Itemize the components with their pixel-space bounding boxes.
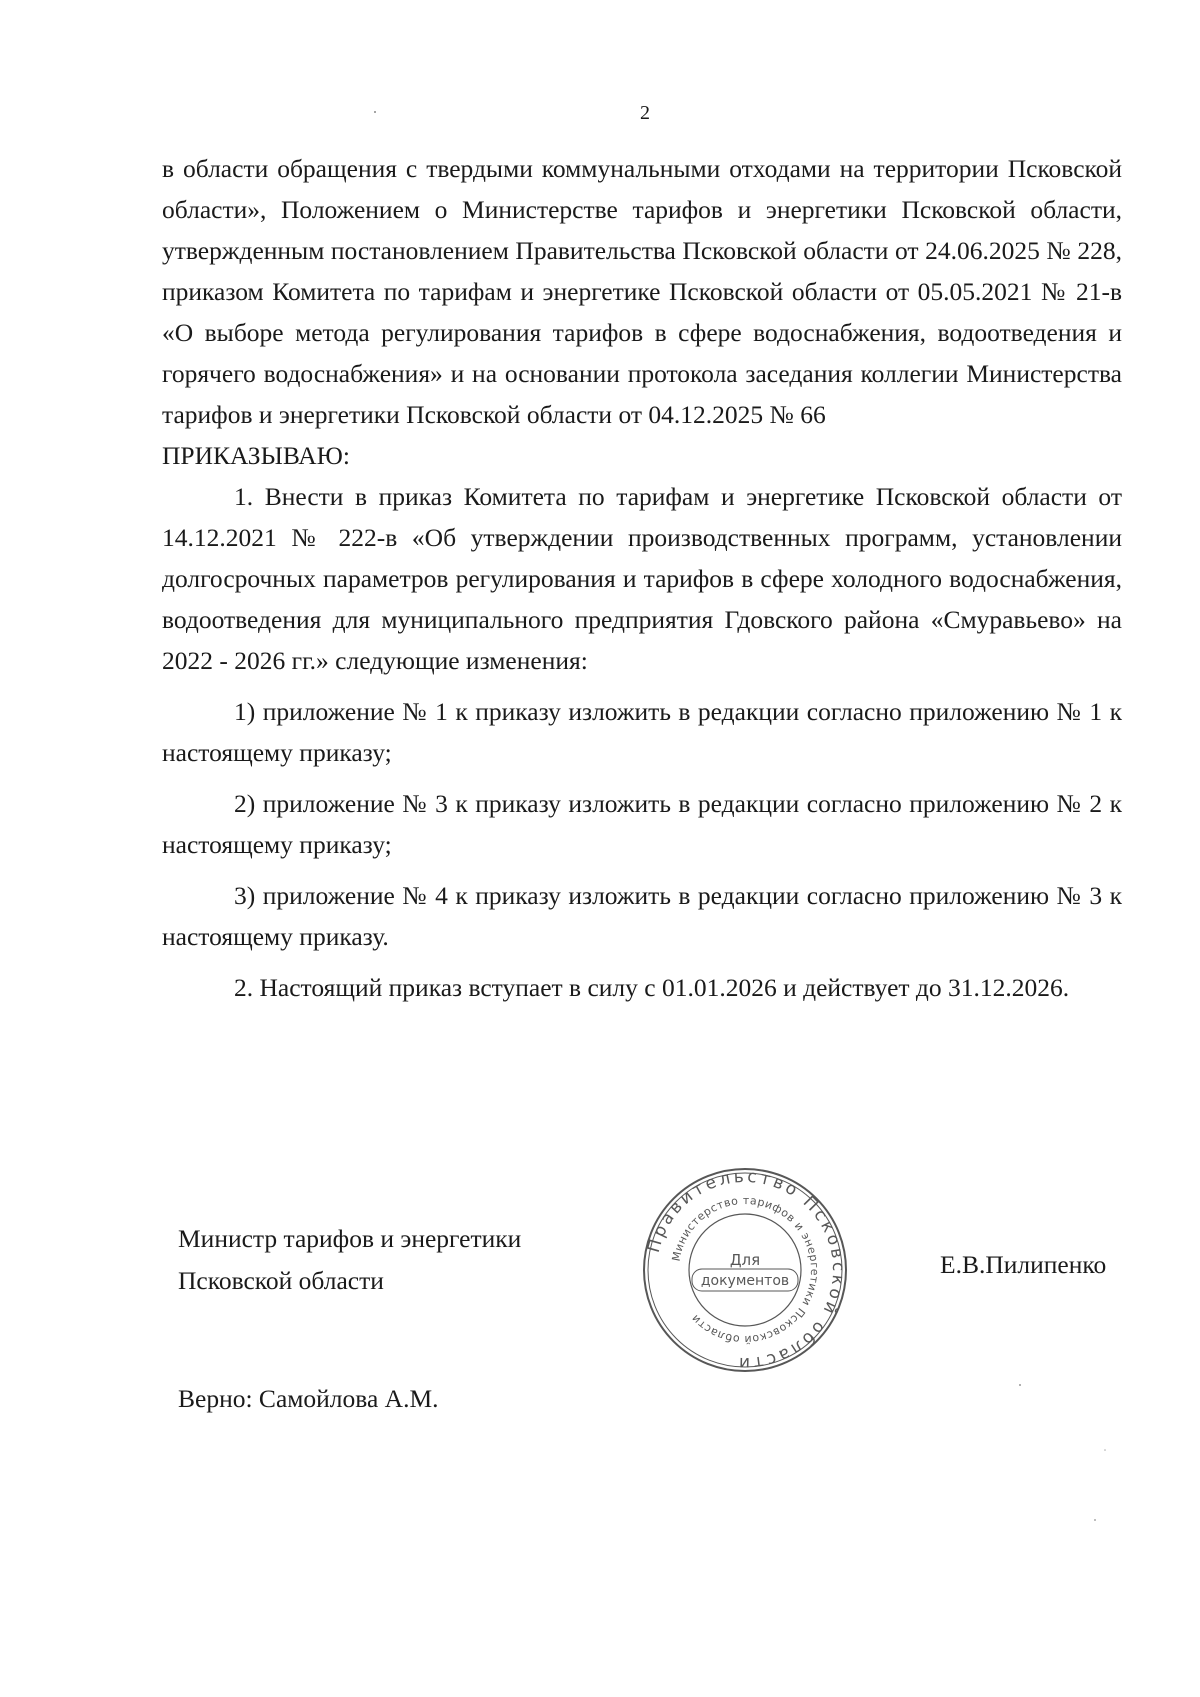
paragraph-item-2: 2. Настоящий приказ вступает в силу с 01.01.2026 и действует до 31.12.2026. [234,973,1070,1002]
seal-center-line-1: Для [729,1251,761,1269]
paragraph-preamble: в области обращения с твердыми коммунальными отходами на территории Псковской области», Положением о Министерстве тарифов и энергетики Псковской области, утвержденным постановлением Правительства Псковской области от 24.06.2025 № 228, приказом Комитета по тарифам и энергетике Псковской области от 05.05.2021 № 21-в «О выборе метода регулирования тарифов в сфере водоснабжения, водоотведения и горячего водоснабжения» и на основании протокола заседания коллегии Министерства тарифов и энергетики Псковской области от 04.12.2025 № 66 [162,154,1122,429]
signer-name: Е.В.Пилипенко [940,1250,1107,1279]
sub-item-2: 2) приложение № 3 к приказу изложить в редакции согласно приложению № 2 к настоящему приказу; [162,789,1122,859]
signer-position-line-1: Министр тарифов и энергетики [178,1224,522,1253]
certified-copy-note: Верно: Самойлова А.М. [178,1384,439,1413]
paragraph-item-1: 1. Внести в приказ Комитета по тарифам и энергетике Псковской области от 14.12.2021 № 222-в «Об утверждении производственных программ, установлении долгосрочных параметров регулирования и тарифов в сфере холодного водоснабжения, водоотведения для муниципального предприятия Гдовского района «Смуравьево» на 2022 - 2026 гг.» следующие изменения: [162,482,1122,675]
seal-inner-ring [689,1214,801,1326]
seal-inner-text: Министерство тарифов и энергетики Псковской области [669,1193,822,1347]
official-seal [640,1165,850,1375]
sub-item-1: 1) приложение № 1 к приказу изложить в редакции согласно приложению № 1 к настоящему приказу; [162,697,1122,767]
seal-outer-text: Правительство Псковской области [643,1166,849,1374]
order-word: ПРИКАЗЫВАЮ: [162,441,350,470]
document-body [162,148,1122,1008]
signer-position [178,1218,521,1302]
page-number: 2 [640,102,650,124]
signer-position-line-2: Псковской области [178,1266,384,1295]
seal-center-line-2: документов [700,1273,790,1289]
sub-item-3: 3) приложение № 4 к приказу изложить в редакции согласно приложению № 3 к настоящему приказу. [162,881,1122,951]
